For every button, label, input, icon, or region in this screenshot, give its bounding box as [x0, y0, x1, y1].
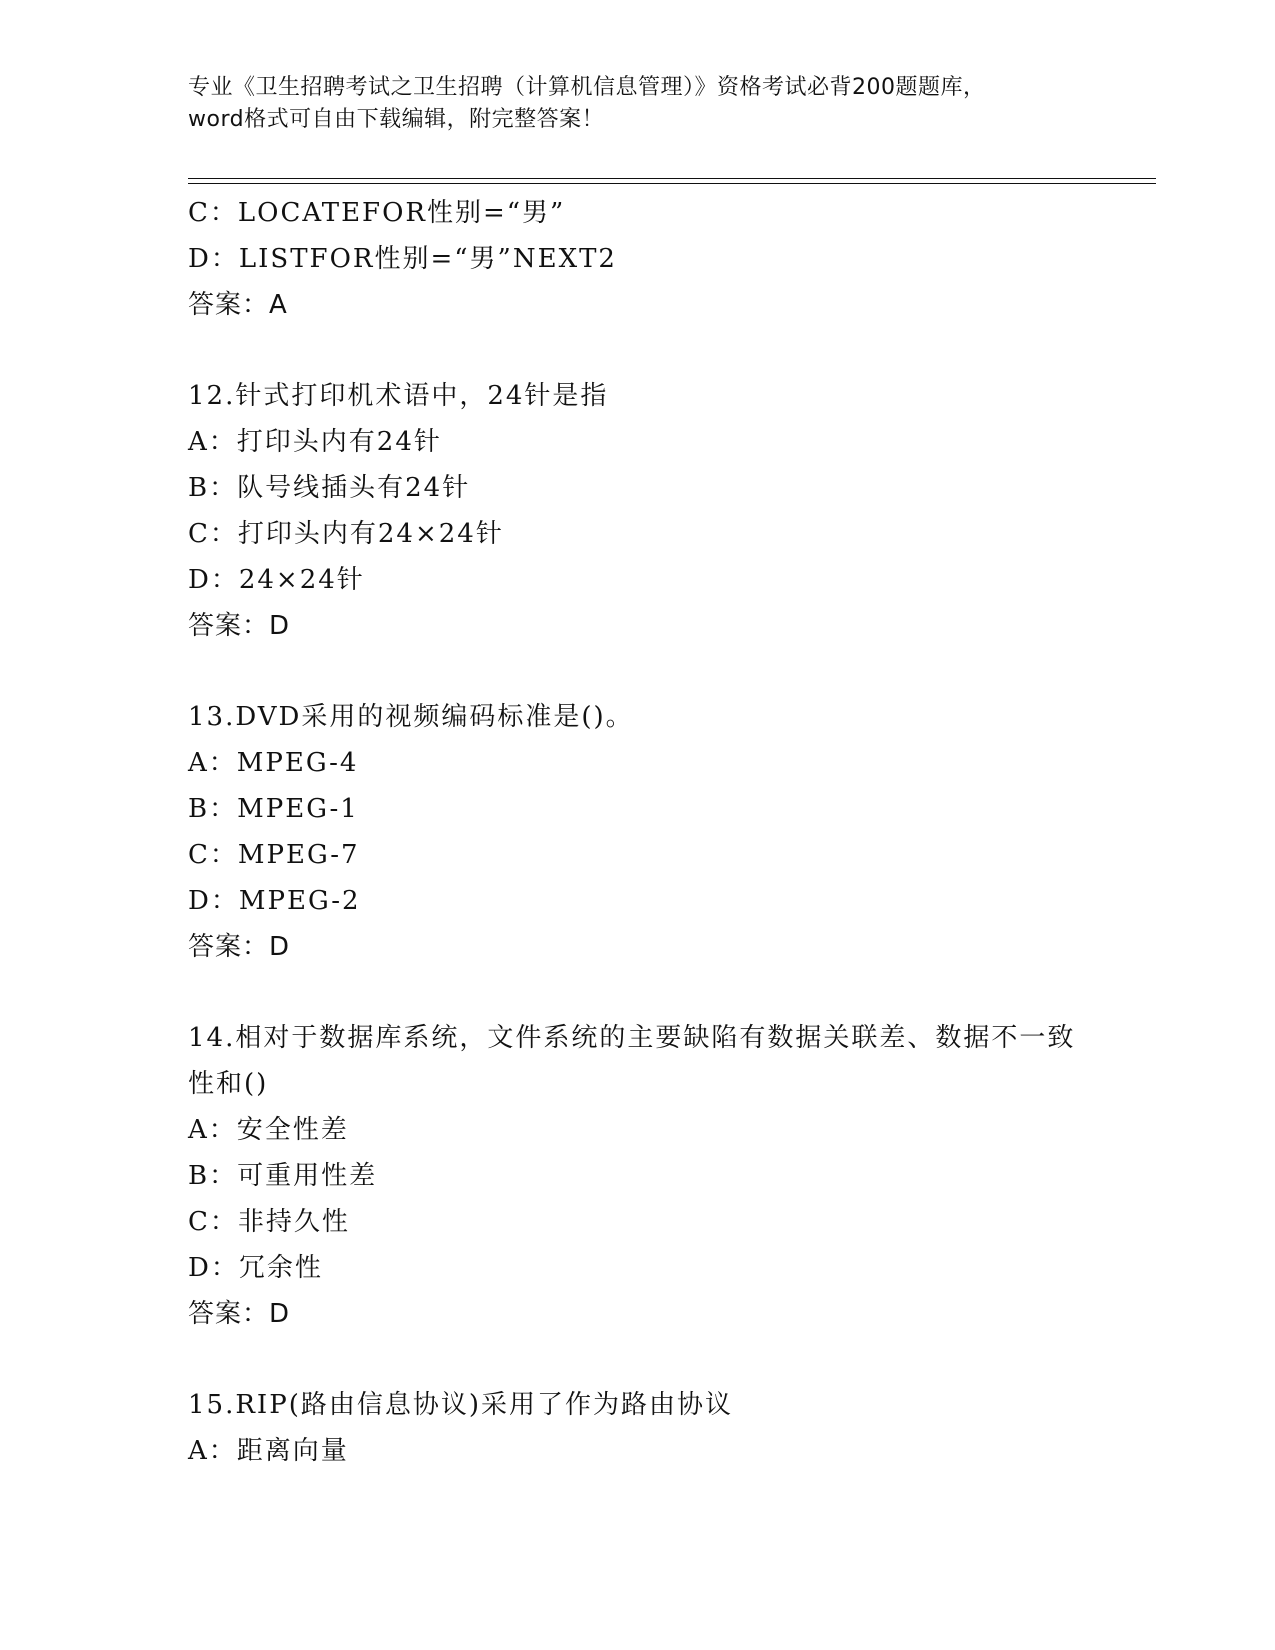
header-title-line-1: 专业《卫生招聘考试之卫生招聘（计算机信息管理）》资格考试必背200题题库， — [188, 75, 986, 100]
spacer — [188, 1337, 1088, 1382]
question-stem: 12.针式打印机术语中，24针是指 — [188, 381, 609, 411]
option-a: A：距离向量 — [188, 1436, 349, 1466]
option-a: A：安全性差 — [188, 1115, 349, 1145]
option-b: B：队号线插头有24针 — [188, 473, 471, 503]
question-block-14 — [188, 1015, 1088, 1337]
question-stem: 13.DVD采用的视频编码标准是()。 — [188, 702, 634, 732]
option-b: B：MPEG-1 — [188, 794, 359, 824]
question-stem: 15.RIP(路由信息协议)采用了作为路由协议 — [188, 1390, 733, 1420]
answer-line: 答案：D — [188, 932, 291, 962]
question-block-12 — [188, 373, 1088, 649]
option-b: B：可重用性差 — [188, 1161, 378, 1191]
question-block-15 — [188, 1382, 1088, 1474]
document-header — [188, 72, 1088, 136]
answer-line: 答案：A — [188, 290, 288, 320]
option-c: C：非持久性 — [188, 1207, 350, 1237]
question-stem: 14.相对于数据库系统，文件系统的主要缺陷有数据关联差、数据不一致性和() — [188, 1023, 1076, 1099]
option-a: A：打印头内有24针 — [188, 427, 442, 457]
question-block-13 — [188, 694, 1088, 970]
option-c: C：MPEG-7 — [188, 840, 360, 870]
spacer — [188, 970, 1088, 1015]
option-c: C：LOCATEFOR性别=“男” — [188, 198, 566, 228]
header-title-line-2: word格式可自由下载编辑，附完整答案！ — [188, 107, 605, 132]
question-list — [188, 190, 1088, 1474]
answer-line: 答案：D — [188, 1299, 291, 1329]
option-d: D：24×24针 — [188, 565, 365, 595]
option-d: D：LISTFOR性别=“男”NEXT2 — [188, 244, 617, 274]
spacer — [188, 649, 1088, 694]
option-c: C：打印头内有24×24针 — [188, 519, 504, 549]
option-d: D：MPEG-2 — [188, 886, 361, 916]
spacer — [188, 328, 1088, 373]
answer-line: 答案：D — [188, 611, 291, 641]
option-d: D：冗余性 — [188, 1253, 323, 1283]
header-divider-bottom — [188, 183, 1156, 184]
question-block-continued — [188, 190, 1088, 328]
option-a: A：MPEG-4 — [188, 748, 359, 778]
header-divider-top — [188, 178, 1156, 179]
